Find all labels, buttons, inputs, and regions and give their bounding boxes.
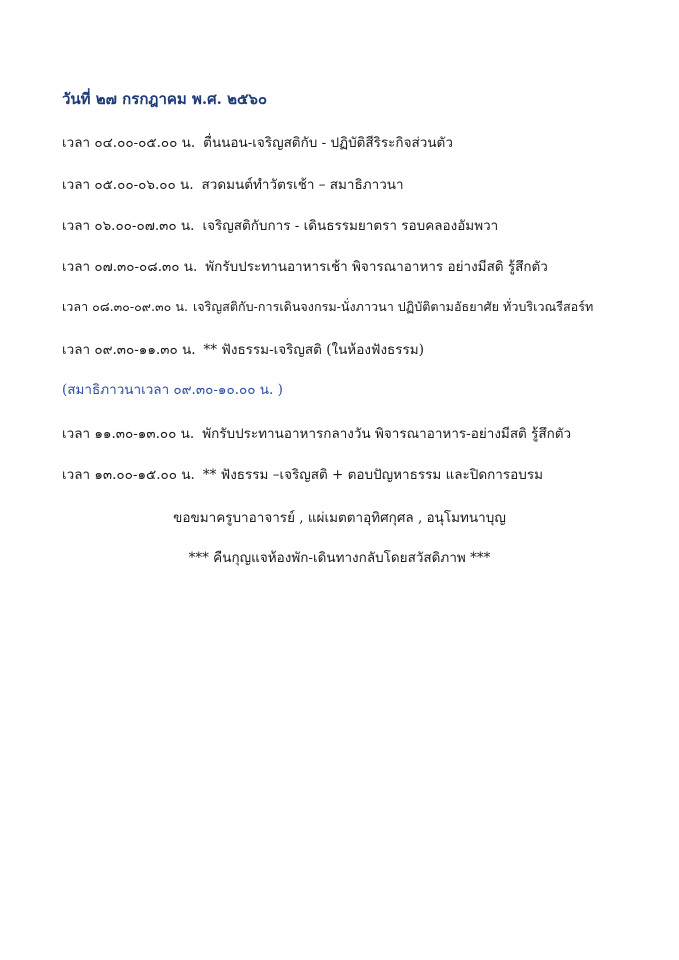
schedule-time: เวลา ๑๓.๐๐-๑๕.๐๐ น. xyxy=(62,467,195,483)
schedule-time: เวลา ๐๗.๓๐-๐๘.๓๐ น. xyxy=(62,259,198,275)
schedule-line xyxy=(62,338,424,360)
schedule-activity: ** ฟังธรรม –เจริญสติ + ตอบปัญหาธรรม และปิดการอบรม xyxy=(202,467,543,483)
schedule-line xyxy=(62,297,593,317)
schedule-activity: เจริญสติกับ-การเดินจงกรม-นั่งภาวนา ปฏิบัติตามอัธยาศัย ทั่วบริเวณรีสอร์ท xyxy=(192,299,594,314)
schedule-activity: พักรับประทานอาหารเช้า พิจารณาอาหาร อย่างมีสติ รู้สึกตัว xyxy=(205,259,548,275)
schedule-time: เวลา ๐๙.๓๐-๑๑.๓๐ น. xyxy=(62,342,196,358)
schedule-time: เวลา ๑๑.๓๐-๑๓.๐๐ น. xyxy=(62,426,195,442)
date-heading: วันที่ ๒๗ กรกฎาคม พ.ศ. ๒๕๖๐ xyxy=(62,90,268,108)
schedule-line xyxy=(62,214,498,236)
schedule-time: เวลา ๐๕.๐๐-๐๖.๐๐ น. xyxy=(62,177,194,193)
closing-line: ขอขมาครูบาอาจารย์ , แผ่เมตตาอุทิศกุศล , อนุโมทนาบุญ xyxy=(173,510,506,526)
schedule-activity: พักรับประทานอาหารกลางวัน พิจารณาอาหาร-อย่างมีสติ รู้สึกตัว xyxy=(202,426,572,442)
schedule-activity: ตื่นนอน-เจริญสติกับ - ปฏิบัติสีริระกิจส่วนตัว xyxy=(203,135,453,151)
schedule-time: เวลา ๐๖.๐๐-๐๗.๓๐ น. xyxy=(62,218,195,234)
schedule-time: เวลา ๐๘.๓๐-๐๙.๓๐ น. xyxy=(62,299,188,314)
schedule-time: เวลา ๐๔.๐๐-๐๕.๐๐ น. xyxy=(62,135,196,151)
schedule-activity: ** ฟังธรรม-เจริญสติ (ในห้องฟังธรรม) xyxy=(203,342,424,358)
final-line: *** คืนกุญแจห้องพัก-เดินทางกลับโดยสวัสดิภาพ *** xyxy=(188,550,491,566)
schedule-activity: เจริญสติกับการ - เดินธรรมยาตรา รอบคลองอัมพวา xyxy=(202,218,499,234)
schedule-line xyxy=(62,422,571,444)
schedule-line xyxy=(62,131,453,153)
schedule-activity: สวดมนต์ทำวัตรเช้า – สมาธิภาวนา xyxy=(201,177,404,193)
meditation-note: (สมาธิภาวนาเวลา ๐๙.๓๐-๑๐.๐๐ น. ) xyxy=(62,382,283,398)
schedule-line xyxy=(62,463,543,485)
schedule-line xyxy=(62,255,548,277)
schedule-line xyxy=(62,173,404,195)
